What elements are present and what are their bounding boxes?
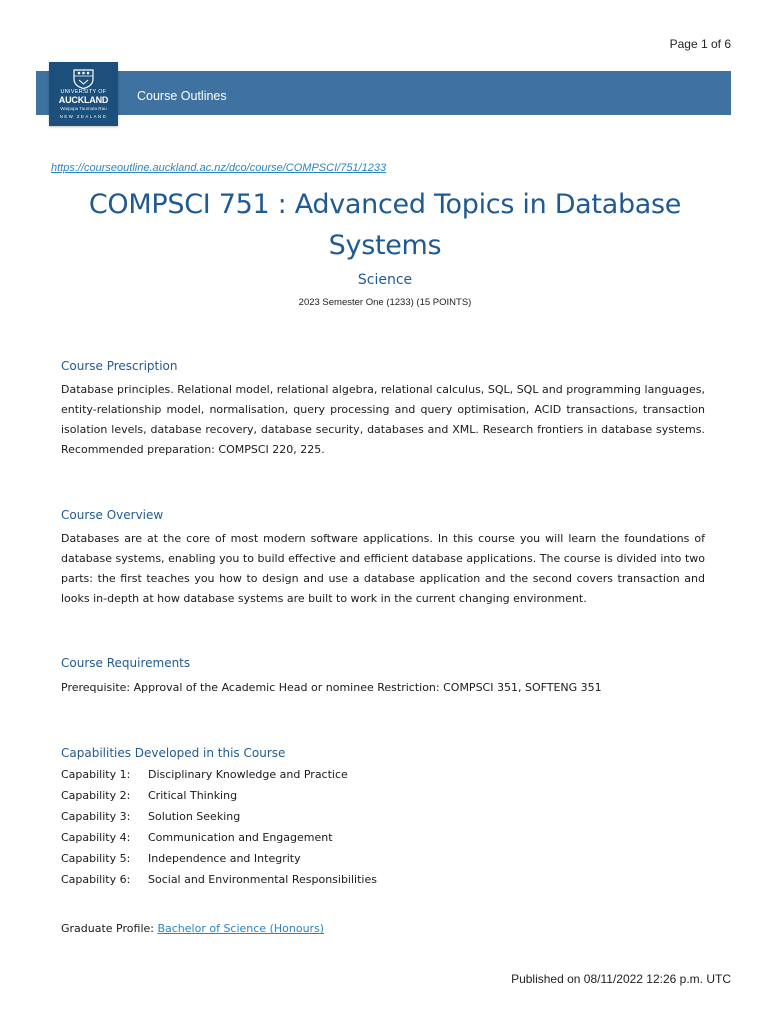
graduate-profile-link[interactable]: Bachelor of Science (Honours) (157, 922, 325, 935)
university-crest-icon (73, 69, 94, 89)
graduate-profile (61, 922, 324, 935)
prescription-body: Database principles. Relational model, relational algebra, relational calculus, SQL, SQL and programming languages, entity-relationship model, normalisation, query processing and query optimisation, ACID transactions, transaction isolation levels, database recovery, database security, databases and XML. Research frontiers in database systems. Recommended preparation: COMPSCI 220, 225. (61, 383, 705, 456)
course-url-link[interactable]: https://courseoutline.auckland.ac.nz/dco/course/COMPSCI/751/1233 (51, 162, 387, 174)
capability-value: Social and Environmental Responsibilities (148, 873, 377, 886)
logo-line-4: NEW ZEALAND (59, 114, 108, 119)
requirements-heading: Course Requirements (61, 656, 191, 670)
page-number: Page 1 of 6 (669, 37, 731, 51)
semester-info: 2023 Semester One (1233) (15 POINTS) (298, 297, 472, 308)
requirements-body: Prerequisite: Approval of the Academic Head or nominee Restriction: COMPSCI 351, SOFTENG 351 (61, 681, 602, 694)
capability-value: Independence and Integrity (148, 852, 301, 865)
course-title: COMPSCI 751 : Advanced Topics in Database Systems (88, 189, 682, 261)
capability-label: Capability 2: (61, 789, 131, 802)
capability-value: Communication and Engagement (148, 831, 333, 844)
capabilities-heading: Capabilities Developed in this Course (61, 746, 286, 760)
capability-label: Capability 4: (61, 831, 131, 844)
capability-value: Solution Seeking (148, 810, 241, 823)
section-label[interactable]: Course Outlines (137, 89, 227, 103)
capability-value: Disciplinary Knowledge and Practice (148, 768, 348, 781)
graduate-profile-label: Graduate Profile: (61, 922, 154, 935)
prescription-heading: Course Prescription (61, 359, 178, 373)
faculty-name: Science (357, 272, 413, 288)
capability-label: Capability 3: (61, 810, 131, 823)
logo-line-1: UNIVERSITY OF (60, 89, 107, 95)
university-logo[interactable] (49, 62, 118, 126)
capability-label: Capability 1: (61, 768, 131, 781)
capability-label: Capability 5: (61, 852, 131, 865)
logo-line-2: AUCKLAND (58, 95, 109, 105)
header-banner (36, 71, 731, 115)
overview-heading: Course Overview (61, 508, 164, 522)
published-date: Published on 08/11/2022 12:26 p.m. UTC (511, 972, 731, 986)
capability-value: Critical Thinking (148, 789, 238, 802)
overview-body: Databases are at the core of most modern software applications. In this course you will learn the foundations of database systems, enabling you to build effective and efficient database applications. The course is divided into two parts: the first teaches you how to design and use a database application and the second covers transaction and looks in-depth at how database systems are built to work in the current changing environment. (61, 532, 705, 605)
logo-line-3: Waipapa Taumata Rau (60, 106, 107, 111)
capability-label: Capability 6: (61, 873, 131, 886)
